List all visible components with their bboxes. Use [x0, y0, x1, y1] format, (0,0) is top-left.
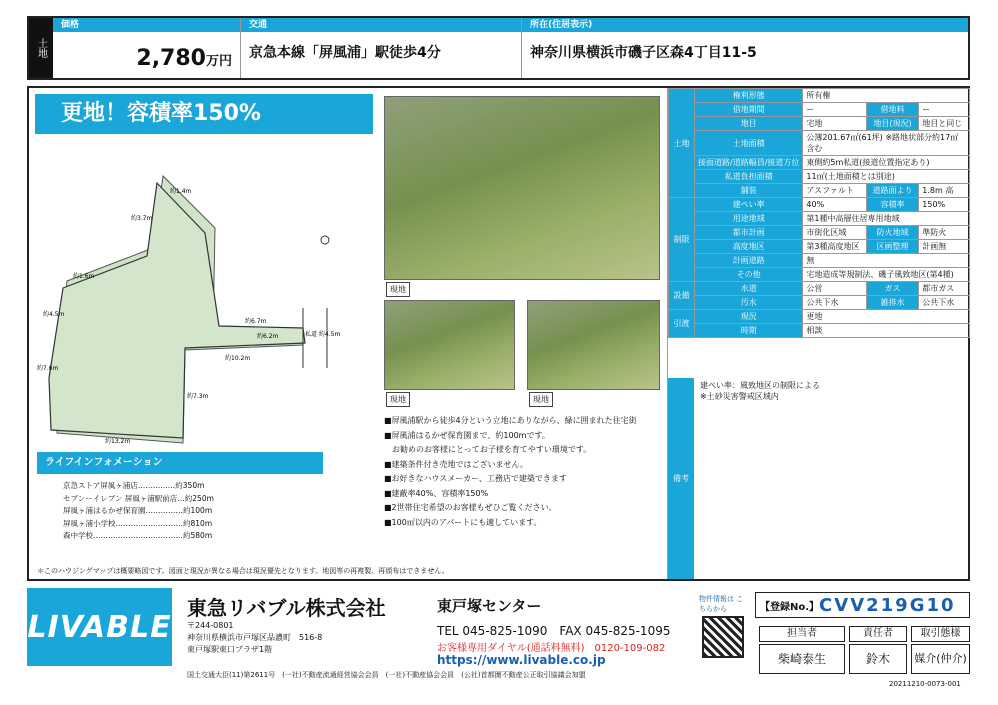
qr-code-icon[interactable]: [702, 616, 744, 658]
site-photo-2: [384, 300, 515, 390]
spec-row: [669, 240, 970, 254]
staff-label-1: 担当者: [759, 626, 845, 642]
bullet-item: ■屏風浦駅から徒歩4分という立地にありながら、緑に囲まれた住宅街: [384, 416, 637, 425]
spec-key: 水道: [695, 282, 803, 296]
spec-value: 更地: [803, 310, 970, 324]
bullet-item: ■100㎡以内のアパートにも適しています。: [384, 517, 542, 527]
main-panel: [27, 86, 970, 581]
spec-row: [669, 131, 970, 156]
spec-row: [669, 156, 970, 170]
branch-name: 東戸塚センター: [437, 597, 542, 615]
spec-value: 市街化区域: [803, 226, 866, 240]
spec-value: 公共下水: [803, 296, 866, 310]
spec-key: 計画道路: [695, 254, 803, 268]
spec-value: 150%: [919, 198, 970, 212]
spec-key: 用途地域: [695, 212, 803, 226]
photo-label-3: 現地: [529, 392, 553, 407]
map-label-tm: 約6.7m: [245, 318, 267, 325]
license-info: 国土交通大臣(11)第2611号 (一社)不動産流通経営協会会員 (一社)不動産協会会員 (公社)首都圏不動産公正取引協議会加盟: [187, 671, 586, 679]
biko-text: 建ぺい率：風致地区の制限による ※土砂災害警戒区域内: [700, 381, 820, 401]
spec-row: [669, 268, 970, 282]
map-label-tl: 約3.7m: [131, 215, 153, 222]
spec-value: 第3種高度地区: [803, 240, 866, 254]
bullet-item: ■建築条件付き売地ではございません。: [384, 459, 529, 469]
spec-key: 借地料: [866, 103, 919, 117]
spec-value: 準防火: [919, 226, 970, 240]
spec-key: ガス: [866, 282, 919, 296]
staff-label-3: 取引態様: [911, 626, 970, 642]
staff-value-2: 鈴木: [849, 644, 907, 674]
spec-key: 権利形態: [695, 89, 803, 103]
spec-side-label: 引渡: [669, 310, 695, 338]
map-label-top: 約1.4m: [170, 188, 192, 195]
header-side-label: 土地: [29, 18, 53, 78]
life-item: 京急ストア屏風ヶ浦店……………約350m: [63, 481, 205, 490]
spec-row: [669, 324, 970, 338]
address-value: 神奈川県横浜市磯子区森4丁目11-5: [530, 45, 757, 61]
website-link[interactable]: https://www.livable.co.jp: [437, 653, 606, 667]
spec-key: 地目(現況): [866, 117, 919, 131]
zip: 〒244-0801: [187, 621, 234, 630]
spec-row: [669, 184, 970, 198]
address-cell: [521, 18, 968, 78]
map-label-road: 私道 約4.5m: [305, 331, 341, 338]
map-label-bottom: 約13.2m: [105, 438, 131, 445]
access-label: 交通: [241, 18, 521, 32]
spec-row: [669, 103, 970, 117]
side-label-biko: 備考: [668, 378, 694, 579]
tel-fax: TEL 045-825-1090 FAX 045-825-1095: [437, 624, 671, 638]
map-label-left1: 約7.6m: [37, 365, 59, 372]
life-item: 屏風ヶ浦はるかぜ保育園……………約100m: [63, 506, 213, 515]
spec-key: 舗装: [695, 184, 803, 198]
spec-key: 借地期間: [695, 103, 803, 117]
spec-key: 防火地域: [866, 226, 919, 240]
free-dial: お客様専用ダイヤル(通話料無料) 0120-109-082: [437, 643, 666, 654]
feature-bullets: [384, 414, 664, 530]
staff-label-2: 責任者: [849, 626, 907, 642]
spec-table: [668, 88, 970, 338]
life-info-list: [63, 480, 273, 543]
bullet-item: ■建蔽率40%、容積率150%: [384, 488, 489, 498]
spec-row: [669, 89, 970, 103]
spec-value: 第1種中高層住居専用地域: [803, 212, 970, 226]
staff-value-1: 柴崎泰生: [759, 644, 845, 674]
spec-key: 土地面積: [695, 131, 803, 156]
spec-side-label: 土地: [669, 89, 695, 198]
map-label-left2: 約4.5m: [43, 311, 65, 318]
spec-key: 時期: [695, 324, 803, 338]
reg-label: 【登録No.】: [760, 601, 820, 613]
spec-row: [669, 212, 970, 226]
spec-side-label: 制限: [669, 198, 695, 282]
photo-label-2: 現地: [386, 392, 410, 407]
spec-value: 公簿201.67㎡(61坪) ※路地状部分約17㎡含む: [803, 131, 970, 156]
price-cell: [53, 18, 240, 78]
life-item: 森中学校………………………………約580m: [63, 531, 213, 540]
spec-key: 容積率: [866, 198, 919, 212]
access-cell: [240, 18, 521, 78]
spec-key: その他: [695, 268, 803, 282]
spec-value: 宅地造成等規制法、磯子風致地区(第4種): [803, 268, 970, 282]
spec-value: 相談: [803, 324, 970, 338]
headline-banner: 更地！容積率150%: [35, 94, 373, 134]
spec-row: [669, 117, 970, 131]
spec-key: 道路面より: [866, 184, 919, 198]
bullet-item: ■2世帯住宅希望のお客様もぜひご覧ください。: [384, 503, 557, 512]
spec-key: 現況: [695, 310, 803, 324]
bullet-item: ■お好きなハウスメーカー、工務店で建築できます: [384, 474, 567, 483]
spec-value: ー: [919, 103, 970, 117]
spec-value: 都市ガス: [919, 282, 970, 296]
reg-number: CVV219G10: [819, 594, 956, 616]
bullet-item: お勧めのお客様にとってお子様を育てやすい環境です。: [384, 445, 592, 454]
qr-note: 物件情報は こちらから: [699, 595, 744, 613]
address-label: 所在(住居表示): [522, 18, 968, 32]
spec-value: 公共下水: [919, 296, 970, 310]
spec-value: 地目と同じ: [919, 117, 970, 131]
life-item: 屏風ヶ浦小学校………………………約810m: [63, 518, 213, 528]
header-bar: [27, 16, 970, 80]
spec-side-label: 設備: [669, 282, 695, 310]
site-photo-3: [527, 300, 660, 390]
staff-value-3: 媒介(仲介): [911, 644, 970, 674]
spec-value: 無: [803, 254, 970, 268]
spec-value: アスファルト: [803, 184, 866, 198]
spec-key: 区画整理: [866, 240, 919, 254]
spec-key: 都市計画: [695, 226, 803, 240]
spec-row: [669, 254, 970, 268]
spec-row: [669, 170, 970, 184]
life-item: セブンーイレブン 屏風ヶ浦駅前店…約250m: [63, 493, 214, 503]
spec-key: 私道負担面積: [695, 170, 803, 184]
spec-row: [669, 282, 970, 296]
spec-table-wrap: [667, 88, 970, 579]
spec-key: 建ぺい率: [695, 198, 803, 212]
spec-key: 汚水: [695, 296, 803, 310]
life-info-title: ライフインフォメーション: [37, 452, 323, 474]
spec-value: 所有権: [803, 89, 970, 103]
spec-row: [669, 296, 970, 310]
spec-key: 接面道路/道路幅員/接道方位: [695, 156, 803, 170]
spec-key: 高度地区: [695, 240, 803, 254]
document-id: 20211210-0073-001: [889, 680, 961, 688]
spec-value: 計画無: [919, 240, 970, 254]
spec-value: 1.8m 高: [919, 184, 970, 198]
spec-value: 11㎡(土地面積とは別途): [803, 170, 970, 184]
photo-label-1: 現地: [386, 282, 410, 297]
spec-key: 地目: [695, 117, 803, 131]
company-name: 東急リバブル株式会社: [187, 596, 386, 620]
livable-logo: LIVABLE: [27, 588, 172, 666]
price-value: 2,780万円: [136, 46, 232, 71]
map-label-r1: 約6.2m: [257, 333, 279, 340]
access-value: 京急本線「屏風浦」駅徒歩4分: [249, 45, 441, 61]
spec-value: 東側約5m私道(接道位置指定あり): [803, 156, 970, 170]
registration-box: [755, 592, 970, 618]
map-label-r3: 約7.3m: [187, 393, 209, 400]
land-plot-map: [35, 138, 375, 448]
spec-value: 宅地: [803, 117, 866, 131]
price-label: 価格: [53, 18, 240, 32]
spec-key: 雑排水: [866, 296, 919, 310]
spec-row: [669, 198, 970, 212]
footer: [27, 588, 970, 688]
spec-value: 公営: [803, 282, 866, 296]
spec-value: ー: [803, 103, 866, 117]
bullet-item: ■屏風浦はるかぜ保育園まで、約100mです。: [384, 430, 550, 440]
spec-value: 40%: [803, 198, 866, 212]
north-arrow-icon: [321, 236, 329, 244]
map-label-l3: 約1.6m: [73, 273, 95, 280]
spec-row: [669, 310, 970, 324]
disclaimer-note: ＊このハウジングマップは概要略図です。図面と現況が異なる場合は現況優先となります。地図等の再複製、再頒布はできません。: [37, 567, 449, 575]
address-line-2: 東戸塚駅東口プラザ1階: [187, 645, 273, 654]
address-line-1: 神奈川県横浜市戸塚区品濃町 516-8: [187, 633, 323, 642]
site-photo-main: [384, 96, 660, 280]
spec-row: [669, 226, 970, 240]
map-label-r2: 約10.2m: [225, 355, 251, 362]
